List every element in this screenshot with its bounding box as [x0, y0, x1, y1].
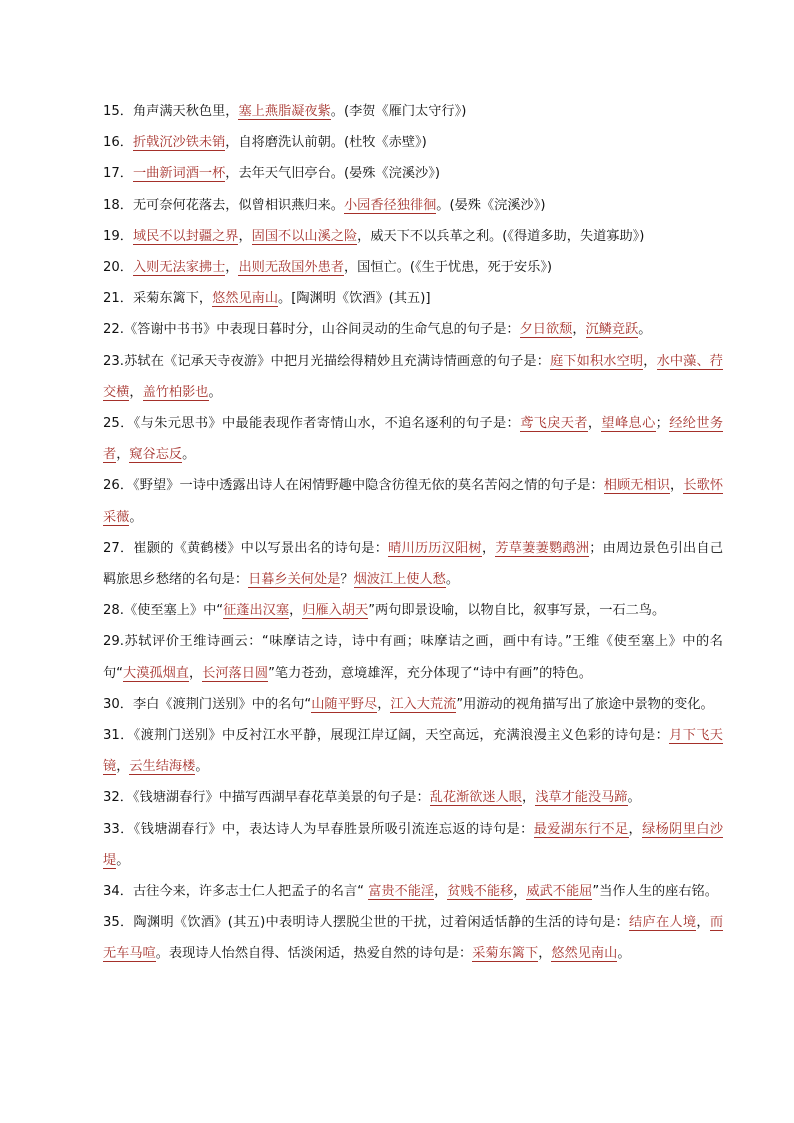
question-text: 25．《与朱元思书》中最能表现作者寄情山水，不追名逐利的句子是： [103, 416, 521, 432]
question-item [103, 314, 723, 345]
question-text: 。 [617, 946, 631, 962]
question-text: 17． [103, 166, 133, 182]
answer-text: 大漠孤烟直 [123, 665, 189, 681]
question-text: ”用游动的视角描写出了旅途中景物的变化。 [456, 696, 714, 712]
answer-text: 相顾无相识 [603, 478, 671, 494]
question-text: ， [481, 540, 496, 556]
answer-text: 望峰息心 [601, 416, 656, 432]
question-text: ， [538, 946, 552, 962]
question-text: ， [643, 353, 657, 369]
question-text: 32．《钱塘湖春行》中描写西湖早春花草美景的句子是： [103, 790, 430, 806]
answer-text: 贫贱不能移 [447, 884, 514, 900]
answer-text: 折戟沉沙铁未销 [132, 135, 226, 151]
question-text: ， [188, 665, 203, 681]
question-text: 。表现诗人怡然自得、恬淡闲适，热爱自然的诗句是： [155, 946, 473, 962]
question-text: ，国恒亡。(《生于忧患，死于安乐》) [343, 260, 553, 276]
answer-text: 威武不能屈 [526, 884, 593, 900]
question-text: 19． [103, 228, 133, 244]
question-text: 23.苏轼在《记承天寺夜游》中把月光描绘得精妙且充满诗情画意的句子是： [103, 353, 551, 369]
answer-text: 一曲新词酒一杯 [132, 166, 226, 182]
question-text: ， [116, 447, 130, 463]
question-item [103, 907, 723, 969]
answer-text: 长歌怀采薇 [103, 478, 724, 525]
question-item [103, 158, 723, 189]
question-text: ， [628, 821, 643, 837]
answer-text: 芳草萋萋鹦鹉洲 [495, 540, 590, 556]
question-text: 。 [182, 447, 196, 463]
answer-text: 出则无敌国外患者 [238, 260, 344, 276]
answer-text: 结庐在人境 [629, 915, 697, 931]
question-text: 29.苏轼评价王维诗画云：“味摩诘之诗，诗中有画；味摩诘之画，画中有诗。”王维《使至塞上》中的名句“ [103, 634, 723, 681]
answer-text: 浅草才能没马蹄 [535, 790, 628, 806]
document-page [103, 96, 723, 970]
question-text: 。 [445, 572, 460, 588]
answer-text: 夕日欲颓 [519, 322, 573, 338]
question-text: ”当作人生的座右铭。 [592, 884, 718, 900]
question-item [103, 782, 723, 813]
question-text: ； [655, 416, 669, 432]
question-item [103, 252, 723, 283]
question-item [103, 876, 723, 907]
question-text: 27．崔颢的《黄鹤楼》中以写景出名的诗句是： [103, 540, 389, 556]
answer-text: 沉鳞竞跃 [585, 322, 639, 338]
question-text: 21．采菊东篱下， [103, 291, 213, 307]
question-item [103, 283, 723, 314]
answer-text: 长河落日圆 [202, 665, 269, 681]
answer-text: 采菊东篱下 [472, 946, 539, 962]
answer-text: 塞上燕脂凝夜紫 [238, 104, 331, 119]
question-text: 15．角声满天秋色里， [103, 104, 239, 119]
question-text: ”两句即景设喻，以物自比，叙事写景，一石二鸟。 [368, 603, 666, 619]
answer-text: 云生结海楼 [129, 759, 196, 775]
question-item [103, 595, 723, 626]
answer-text: 月下飞天镜 [103, 728, 723, 775]
answer-text: 小园香径独徘徊 [343, 197, 437, 213]
answer-text: 庭下如积水空明 [550, 353, 644, 369]
answer-text: 悠然见南山 [212, 291, 279, 307]
question-text: ， [238, 228, 252, 244]
answer-text: 水中藻、荇交横 [103, 353, 723, 400]
question-item [103, 470, 723, 532]
question-text: 33．《钱塘湖春行》中，表达诗人为早春胜景所吸引流连忘返的诗句是： [103, 821, 534, 837]
answer-text: 经纶世务者 [103, 416, 724, 463]
question-text: 。 [129, 509, 143, 525]
answer-text: 悠然见南山 [551, 946, 618, 962]
question-text: ， [377, 696, 391, 712]
question-item [103, 689, 723, 720]
question-text: ， [129, 384, 143, 400]
answer-text: 域民不以封疆之界 [132, 228, 239, 244]
question-item [103, 346, 723, 408]
answer-text: 归雁入胡天 [302, 603, 369, 619]
answer-text: 征蓬出汉塞 [223, 603, 290, 619]
answer-text: 鸢飞戾天者 [520, 416, 588, 432]
question-item [103, 221, 723, 252]
answer-text: 最爱湖东行不足 [533, 821, 629, 837]
question-text: 31．《渡荆门送别》中反衬江水平静，展现江岸辽阔，天空高远，充满浪漫主义色彩的诗句是： [103, 728, 670, 744]
question-text: ？ [340, 572, 354, 588]
question-text: ”笔力苍劲，意境雄浑，充分体现了“诗中有画”的特色。 [268, 665, 592, 681]
question-text: ；由周边景色引出自己羁旅思乡愁绪的名句是： [103, 540, 724, 588]
question-text: ， [434, 884, 448, 900]
question-text: ， [116, 759, 130, 775]
question-text: 28.《使至塞上》中“ [103, 603, 224, 619]
question-item [103, 533, 723, 595]
answer-text: 烟波江上使人愁 [353, 572, 446, 588]
question-text: ， [513, 884, 527, 900]
question-text: ， [587, 416, 602, 432]
question-text: 20． [103, 260, 133, 276]
question-text: 35．陶渊明《饮酒》(其五)中表明诗人摆脱尘世的干扰，过着闲适恬静的生活的诗句是： [103, 915, 630, 931]
question-text: ，去年天气旧亭台。(晏殊《浣溪沙》) [225, 166, 440, 182]
question-text: ， [225, 260, 239, 276]
answer-text: 乱花渐欲迷人眼 [429, 790, 522, 806]
answer-text: 绿杨阴里白沙堤 [103, 821, 724, 868]
question-item [103, 626, 723, 688]
question-item [103, 96, 723, 127]
answer-text: 江入大荒流 [390, 696, 457, 712]
question-text: ， [696, 915, 710, 931]
question-text: ， [670, 478, 684, 494]
question-text: 。 [627, 790, 641, 806]
answer-text: 而无车马喧 [103, 915, 724, 962]
question-text: 。 [208, 384, 222, 400]
question-text: 。 [116, 852, 130, 868]
question-text: 34．古往今来，许多志士仁人把孟子的名言“ [103, 884, 369, 900]
answer-text: 入则无法家拂士 [132, 260, 226, 276]
question-text: 。(李贺《雁门太守行》) [330, 104, 467, 119]
question-item [103, 814, 723, 876]
question-item [103, 190, 723, 221]
answer-text: 固国不以山溪之险 [251, 228, 358, 244]
answer-text: 盖竹柏影也 [142, 384, 209, 400]
answer-text: 山随平野尽 [311, 696, 378, 712]
answer-text: 富贵不能淫 [368, 884, 435, 900]
question-text: ，威天下不以兵革之利。(《得道多助，失道寡助》) [357, 228, 645, 244]
question-text: 。(晏殊《浣溪沙》) [436, 197, 546, 213]
question-text: 。 [638, 322, 652, 338]
question-item [103, 720, 723, 782]
question-text: 18．无可奈何花落去，似曾相识燕归来。 [103, 197, 344, 213]
question-text: 22.《答谢中书书》中表现日暮时分，山谷间灵动的生命气息的句子是： [103, 322, 520, 338]
question-text: ， [572, 322, 586, 338]
question-item [103, 127, 723, 158]
question-text: ， [522, 790, 536, 806]
question-text: ，自将磨洗认前朝。(杜牧《赤壁》) [225, 135, 427, 151]
answer-text: 窥谷忘反 [129, 447, 183, 463]
question-text: 30．李白《渡荆门送别》中的名句“ [103, 696, 312, 712]
question-text: ， [289, 603, 303, 619]
question-text: 26．《野望》一诗中透露出诗人在闲情野趣中隐含彷徨无依的莫名苦闷之情的句子是： [103, 478, 604, 494]
question-text: 16． [103, 135, 133, 151]
question-text: 。[陶渊明《饮酒》(其五)] [278, 291, 431, 307]
question-item [103, 408, 723, 470]
question-text: 。 [195, 759, 209, 775]
answer-text: 晴川历历汉阳树 [388, 540, 482, 556]
answer-text: 日暮乡关何处是 [248, 572, 341, 588]
